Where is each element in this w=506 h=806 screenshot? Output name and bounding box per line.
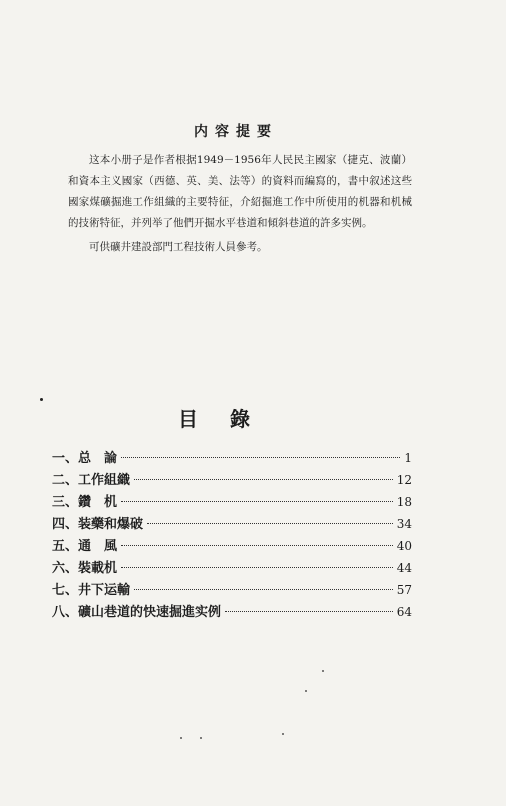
table-of-contents [52, 447, 412, 623]
dot-leader [121, 457, 400, 458]
dot-leader [121, 567, 393, 568]
toc-entry-page: 57 [396, 583, 412, 597]
toc-entry [52, 557, 412, 579]
dot-leader [121, 545, 393, 546]
dot-leader [225, 611, 393, 612]
toc-entry-label: 五、通 風 [52, 539, 118, 554]
toc-entry [52, 469, 412, 491]
toc-entry [52, 491, 412, 513]
dot-leader [121, 501, 393, 502]
toc-entry-page: 40 [396, 539, 412, 553]
toc-entry-page: 44 [396, 561, 412, 575]
toc-entry-label: 六、裝載机 [52, 561, 118, 576]
abstract-paragraph: 可供礦井建設部門工程技術人員參考。 [89, 241, 268, 253]
toc-title: 目錄 [178, 407, 282, 431]
dot-leader [134, 589, 393, 590]
toc-entry-label: 三、鑽 机 [52, 495, 118, 510]
toc-entry-label: 七、井下运輸 [52, 583, 131, 598]
toc-entry [52, 535, 412, 557]
toc-entry-label: 八、礦山巷道的快速掘進实例 [52, 605, 222, 620]
toc-entry-label: 一、总 論 [52, 451, 118, 466]
toc-entry [52, 579, 412, 601]
scan-speck [282, 733, 284, 735]
abstract-paragraph: 这本小册子是作者根据1949－1956年人民民主國家（捷克、波蘭）和資本主义國家（西德、英、美、法等）的資料而編寫的，書中叙述这些國家煤礦掘進工作組織的主要特征，介紹掘進工作中所使用的机器和机械的技術特征，并列举了他們开掘水平巷道和傾斜巷道的許多实例。 [68, 154, 412, 229]
abstract-title: 内容提要 [194, 124, 278, 140]
dot-leader [134, 479, 393, 480]
toc-entry-page: 34 [396, 517, 412, 531]
toc-entry-page: 12 [396, 473, 412, 487]
scan-speck [322, 670, 324, 672]
abstract-text [68, 150, 412, 258]
dot-leader [147, 523, 393, 524]
toc-entry-page: 18 [396, 495, 412, 509]
ink-dot [40, 398, 43, 401]
toc-entry-page: 64 [396, 605, 412, 619]
toc-entry [52, 513, 412, 535]
scan-speck [200, 737, 202, 739]
scan-speck [305, 690, 307, 692]
scan-speck [180, 737, 182, 739]
toc-entry-page: 1 [404, 451, 412, 465]
toc-entry [52, 447, 412, 469]
toc-entry-label: 四、装藥和爆破 [52, 517, 144, 532]
toc-entry [52, 601, 412, 623]
toc-entry-label: 二、工作組織 [52, 473, 131, 488]
